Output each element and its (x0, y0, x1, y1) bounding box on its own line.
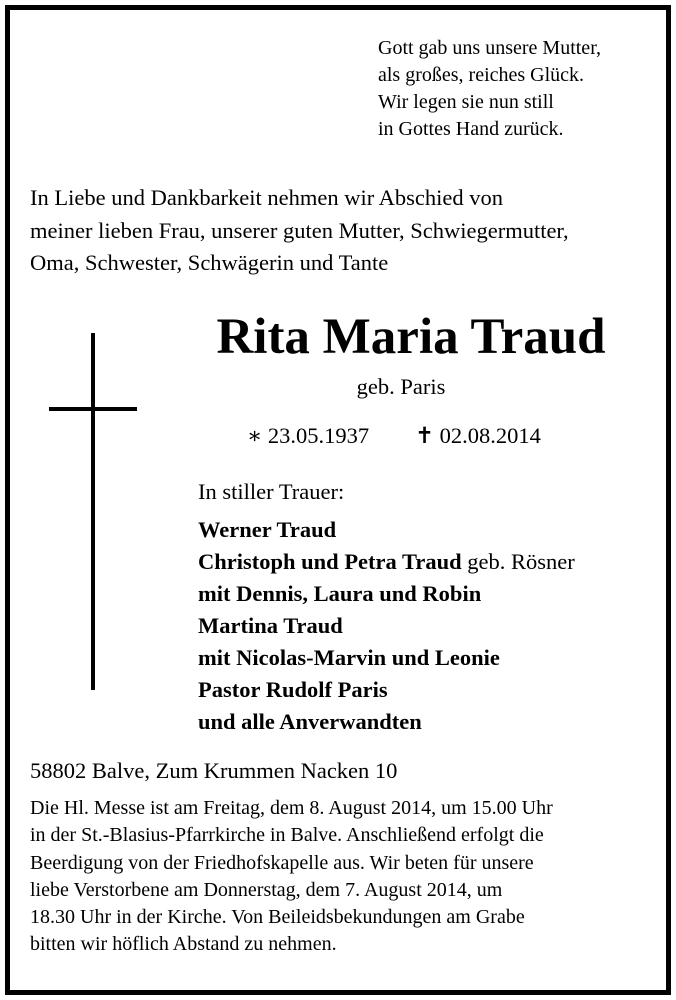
notice-line: liebe Verstorbene am Donnerstag, dem 7. August 2014, um (30, 878, 503, 901)
mourner-row (198, 706, 575, 738)
maiden-name: geb. Paris (356, 374, 446, 399)
notice-line: 18.30 Uhr in der Kirche. Von Beileidsbekundungen am Grabe (30, 906, 525, 929)
notice-line: in der St.-Blasius-Pfarrkirche in Balve. Anschließend erfolgt die (30, 824, 544, 847)
mourner-row (198, 578, 575, 610)
mourner-row (198, 674, 575, 706)
mourner-name: mit Nicolas-Marvin und Leonie (198, 645, 500, 670)
intro-line: meiner lieben Frau, unserer guten Mutter, Schwiegermutter, (30, 217, 569, 243)
notice-line: Beerdigung von der Friedhofskapelle aus. Wir beten für unsere (30, 851, 534, 874)
mourner-row (198, 610, 575, 642)
mourners-list (198, 514, 575, 738)
cross-icon-horizontal (49, 407, 137, 411)
birth-date: ∗ 23.05.1937 (247, 423, 370, 448)
mourner-row (198, 546, 575, 578)
poem-line: in Gottes Hand zurück. (378, 118, 564, 140)
mourner-row (198, 514, 575, 546)
poem-line: als großes, reiches Glück. (378, 64, 585, 86)
poem-line: Wir legen sie nun still (378, 91, 554, 113)
intro-line: Oma, Schwester, Schwägerin und Tante (30, 250, 389, 275)
mourner-name: Christoph und Petra Traud (198, 549, 462, 574)
mourner-name: Werner Traud (198, 517, 337, 542)
poem-line: Gott gab uns unsere Mutter, (378, 37, 602, 59)
life-dates (247, 422, 541, 450)
notice-line: bitten wir höflich Abstand zu nehmen. (30, 933, 337, 956)
deceased-name: Rita Maria Traud (216, 309, 606, 365)
mourner-row (198, 642, 575, 674)
poem (378, 35, 601, 143)
mourner-name: Martina Traud (198, 613, 343, 638)
mourner-name: und alle Anverwandten (198, 709, 422, 734)
death-date: ✝ 02.08.2014 (415, 423, 541, 448)
service-notice (30, 795, 553, 959)
mourner-extra: geb. Rösner (461, 549, 575, 574)
mourner-name: mit Dennis, Laura und Robin (198, 581, 482, 606)
mourning-heading: In stiller Trauer: (198, 479, 345, 504)
intro-text (30, 182, 569, 280)
notice-line: Die Hl. Messe ist am Freitag, dem 8. August 2014, um 15.00 Uhr (30, 797, 553, 819)
intro-line: In Liebe und Dankbarkeit nehmen wir Abschied von (30, 185, 503, 210)
mourner-name: Pastor Rudolf Paris (198, 677, 388, 702)
address: 58802 Balve, Zum Krummen Nacken 10 (30, 758, 398, 783)
